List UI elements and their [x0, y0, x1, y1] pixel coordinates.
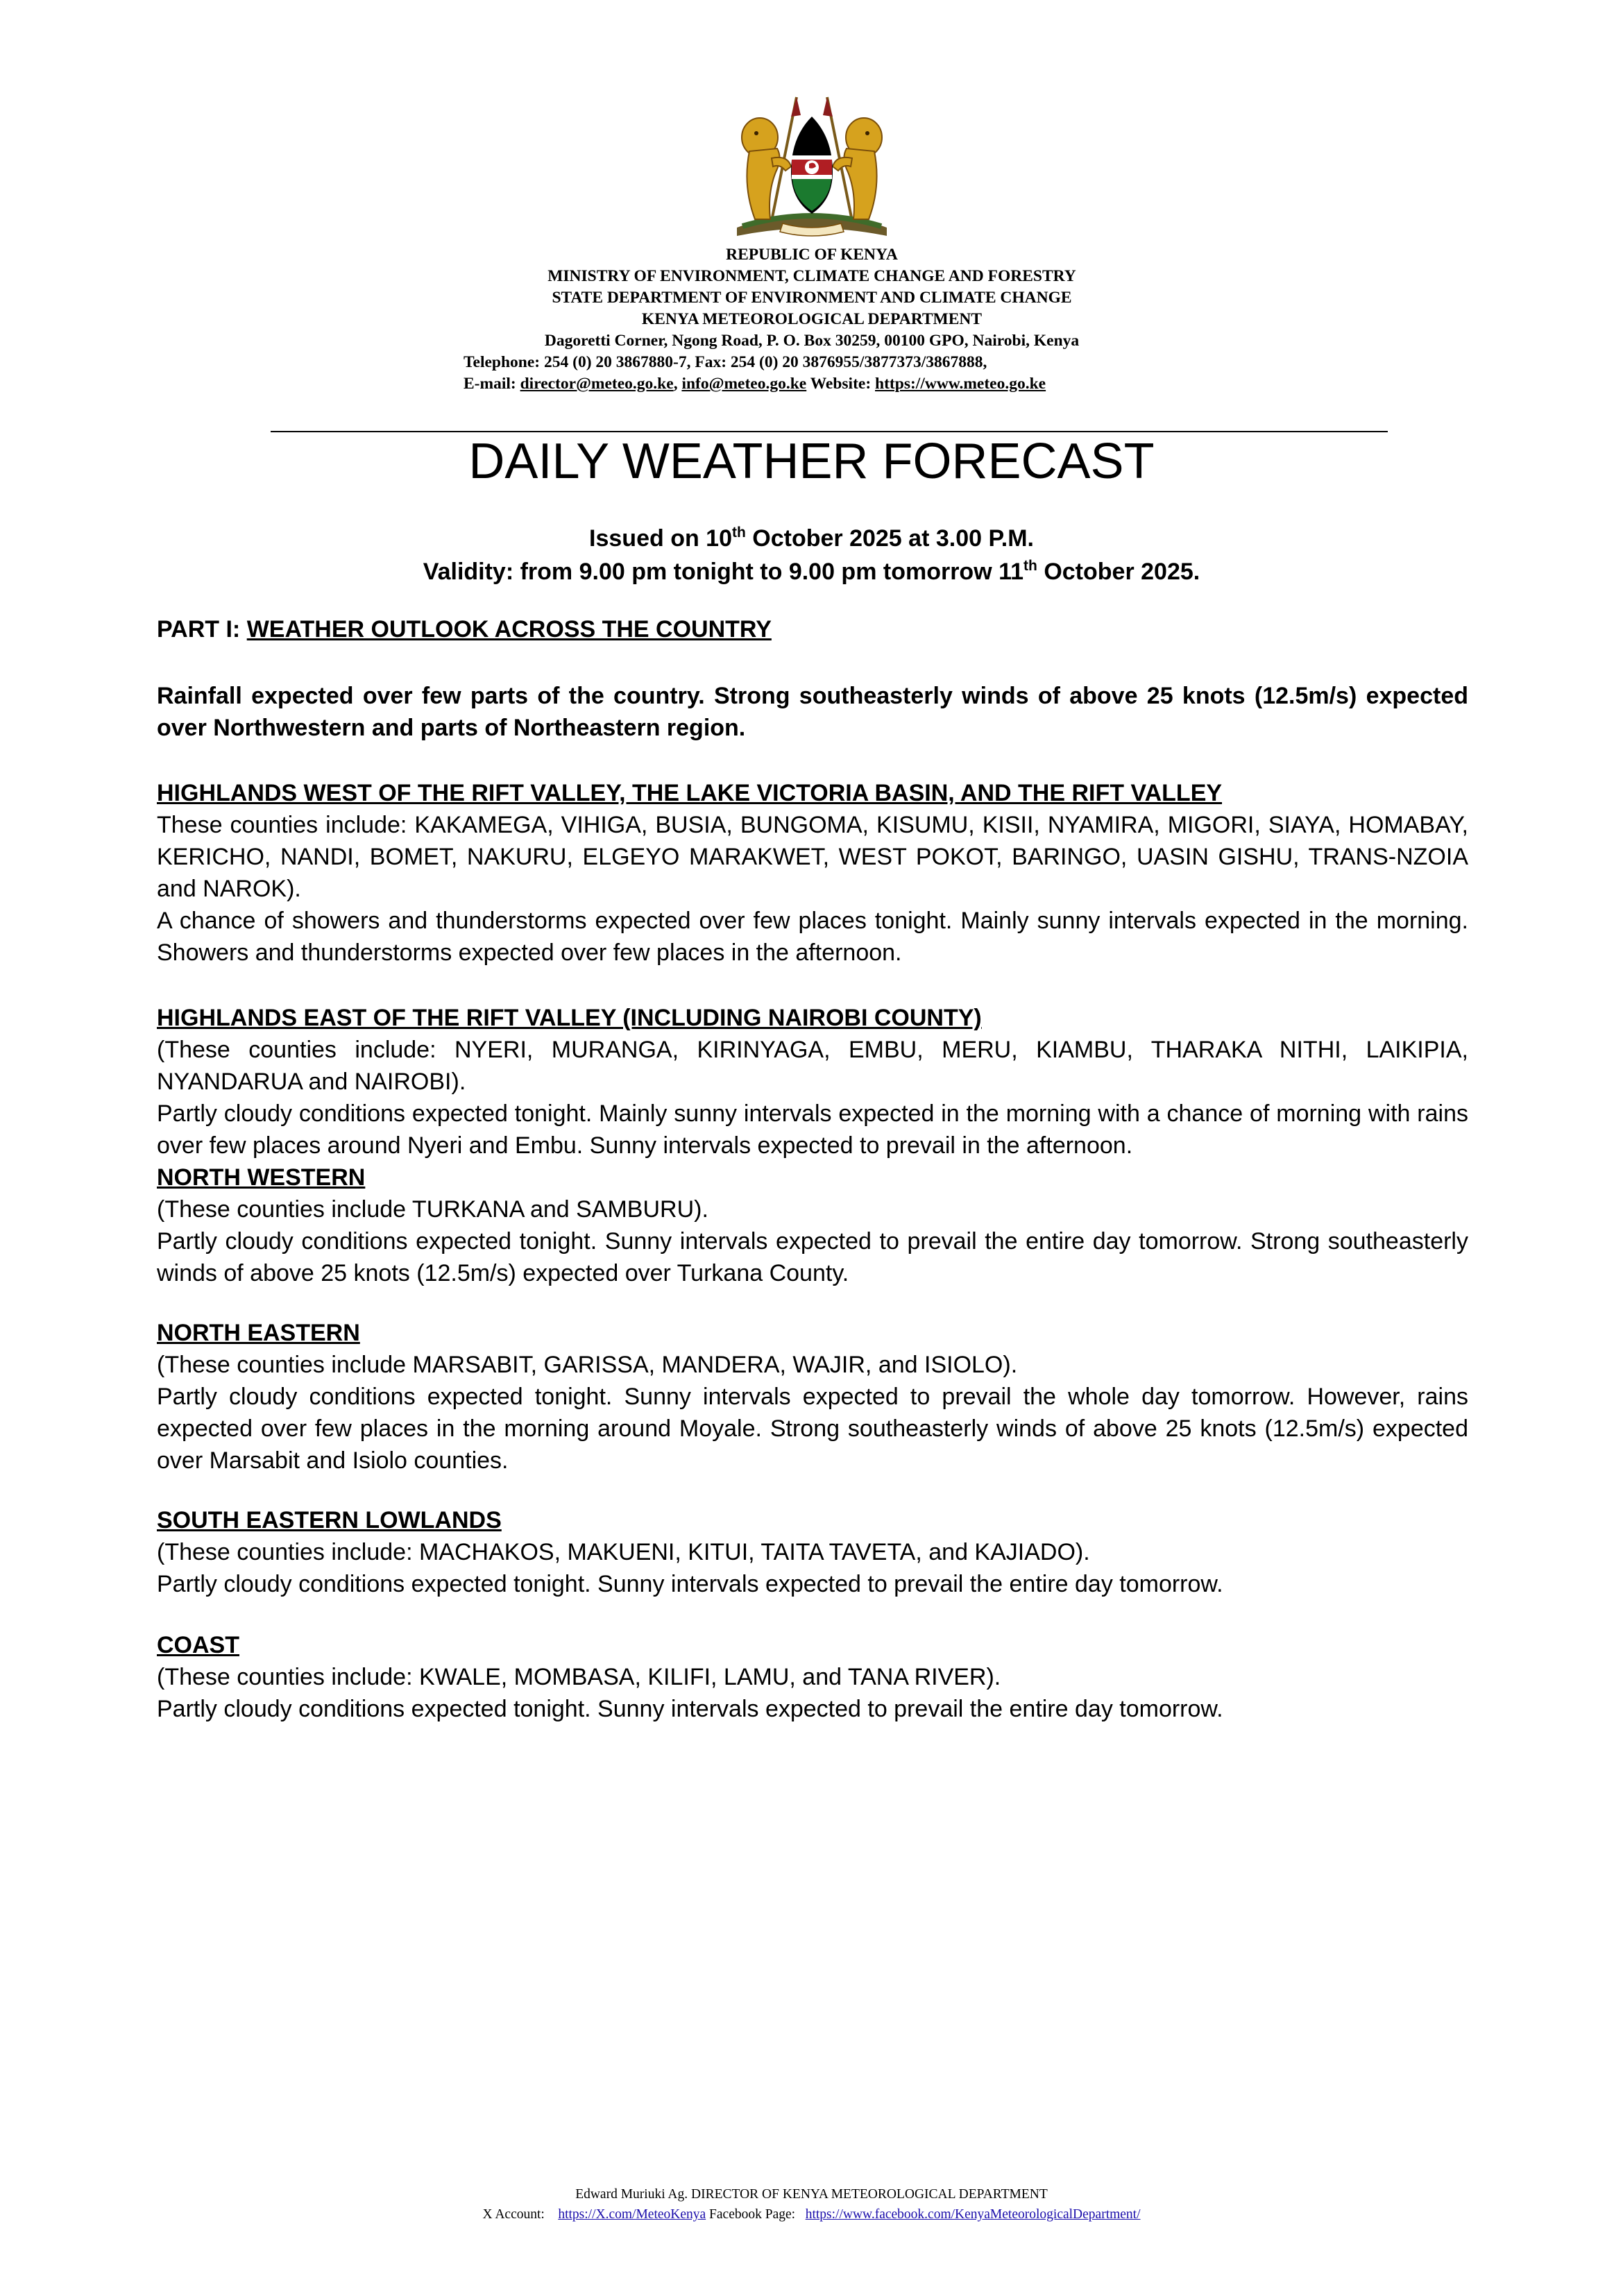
region-heading: HIGHLANDS EAST OF THE RIFT VALLEY (INCLUDING NAIROBI COUNTY) — [157, 1005, 982, 1031]
letterhead-republic: REPUBLIC OF KENYA — [726, 246, 898, 264]
region-forecast: Partly cloudy conditions expected tonight. Mainly sunny intervals expected in the morning with a chance of morning with rains over few places around Nyeri and Embu. Sunny intervals expected to prevail in the afternoon. — [157, 1100, 1468, 1159]
region-counties: (These counties include TURKANA and SAMBURU). — [157, 1196, 708, 1223]
region-section — [157, 1504, 1468, 1600]
email-link-director[interactable]: director@meteo.go.ke — [520, 375, 674, 393]
website-label: Website: — [810, 375, 872, 393]
x-account-link[interactable]: https://X.com/MeteoKenya — [558, 2207, 706, 2222]
region-heading: COAST — [157, 1632, 239, 1658]
outlook-summary: Rainfall expected over few parts of the country. Strong southeasterly winds of above 25 knots (12.5m/s) expected over Northwestern and parts of Northeastern region. — [157, 683, 1468, 741]
region-counties: (These counties include: MACHAKOS, MAKUENI, KITUI, TAITA TAVETA, and KAJIADO). — [157, 1539, 1090, 1565]
region-counties: (These counties include MARSABIT, GARISSA, MANDERA, WAJIR, and ISIOLO). — [157, 1352, 1018, 1378]
email-link-info[interactable]: info@meteo.go.ke — [681, 375, 807, 393]
region-forecast: Partly cloudy conditions expected tonight. Sunny intervals expected to prevail the entire day tomorrow. — [157, 1696, 1223, 1722]
director-signature: Edward Muriuki Ag. DIRECTOR OF KENYA METEOROLOGICAL DEPARTMENT — [575, 2187, 1048, 2202]
forecast-body — [157, 613, 1468, 1725]
region-heading: SOUTH EASTERN LOWLANDS — [157, 1507, 502, 1533]
page-footer — [0, 2184, 1623, 2225]
region-section — [157, 777, 1468, 969]
region-section — [157, 1317, 1468, 1477]
letterhead-state-department: STATE DEPARTMENT OF ENVIRONMENT AND CLIMATE CHANGE — [552, 289, 1072, 307]
letterhead-contacts: E-mail: director@meteo.go.ke, info@meteo.go.ke Website: https://www.meteo.go.ke — [464, 375, 1046, 393]
facebook-link[interactable]: https://www.facebook.com/KenyaMeteorologicalDepartment/ — [805, 2207, 1141, 2222]
letterhead-address: Dagoretti Corner, Ngong Road, P. O. Box 30259, 00100 GPO, Nairobi, Kenya — [544, 332, 1080, 350]
part-heading: PART I: WEATHER OUTLOOK ACROSS THE COUNTRY — [157, 616, 772, 643]
region-counties: (These counties include: NYERI, MURANGA, KIRINYAGA, EMBU, MERU, KIAMBU, THARAKA NITHI, LAIKIPIA, NYANDARUA and NAIROBI). — [157, 1037, 1468, 1095]
issued-line: Issued on 10th October 2025 at 3.00 P.M. — [589, 525, 1034, 552]
region-forecast: A chance of showers and thunderstorms expected over few places tonight. Mainly sunny intervals expected in the morning. Showers and thunderstorms expected over few places in the afternoon. — [157, 908, 1468, 966]
region-section — [157, 1162, 1468, 1289]
social-links — [0, 2204, 1623, 2225]
region-section — [157, 1629, 1468, 1725]
issue-info — [0, 522, 1623, 588]
letterhead-telephone: Telephone: 254 (0) 20 3867880-7, Fax: 254 (0) 20 3876955/3877373/3867888, — [464, 353, 987, 371]
region-forecast: Partly cloudy conditions expected tonight. Sunny intervals expected to prevail the entire day tomorrow. — [157, 1571, 1223, 1597]
letterhead-ministry: MINISTRY OF ENVIRONMENT, CLIMATE CHANGE AND FORESTRY — [547, 267, 1076, 285]
facebook-label: Facebook Page: — [709, 2207, 796, 2222]
validity-line: Validity: from 9.00 pm tonight to 9.00 pm tomorrow 11th October 2025. — [423, 558, 1200, 585]
region-heading: HIGHLANDS WEST OF THE RIFT VALLEY, THE LAKE VICTORIA BASIN, AND THE RIFT VALLEY — [157, 780, 1223, 806]
region-counties: (These counties include: KWALE, MOMBASA, KILIFI, LAMU, and TANA RIVER). — [157, 1664, 1001, 1690]
kenya-coat-of-arms-icon — [722, 89, 902, 240]
letterhead-department: KENYA METEOROLOGICAL DEPARTMENT — [641, 310, 983, 328]
region-counties: These counties include: KAKAMEGA, VIHIGA, BUSIA, BUNGOMA, KISUMU, KISII, NYAMIRA, MIGORI, SIAYA, HOMABAY, KERICHO, NANDI, BOMET, NAKURU, ELGEYO MARAKWET, WEST POKOT, BARINGO, UASIN GISHU, TRANS-NZOIA and NAROK). — [157, 812, 1468, 902]
page-title: DAILY WEATHER FORECAST — [468, 434, 1155, 489]
region-forecast: Partly cloudy conditions expected tonight. Sunny intervals expected to prevail the whole day tomorrow. However, rains expected over few places in the morning around Moyale. Strong southeasterly winds of above 25 knots (12.5m/s) expected over Marsabit and Isiolo counties. — [157, 1384, 1468, 1474]
region-heading: NORTH EASTERN — [157, 1320, 360, 1346]
letterhead — [389, 244, 1235, 395]
region-heading: NORTH WESTERN — [157, 1164, 366, 1191]
region-forecast: Partly cloudy conditions expected tonight. Sunny intervals expected to prevail the entire day tomorrow. Strong southeasterly winds of above 25 knots (12.5m/s) expected over Turkana County. — [157, 1228, 1468, 1286]
x-account-label: X Account: — [482, 2207, 545, 2222]
region-section — [157, 1002, 1468, 1162]
email-label: E-mail: — [464, 375, 516, 393]
website-link[interactable]: https://www.meteo.go.ke — [875, 375, 1046, 393]
